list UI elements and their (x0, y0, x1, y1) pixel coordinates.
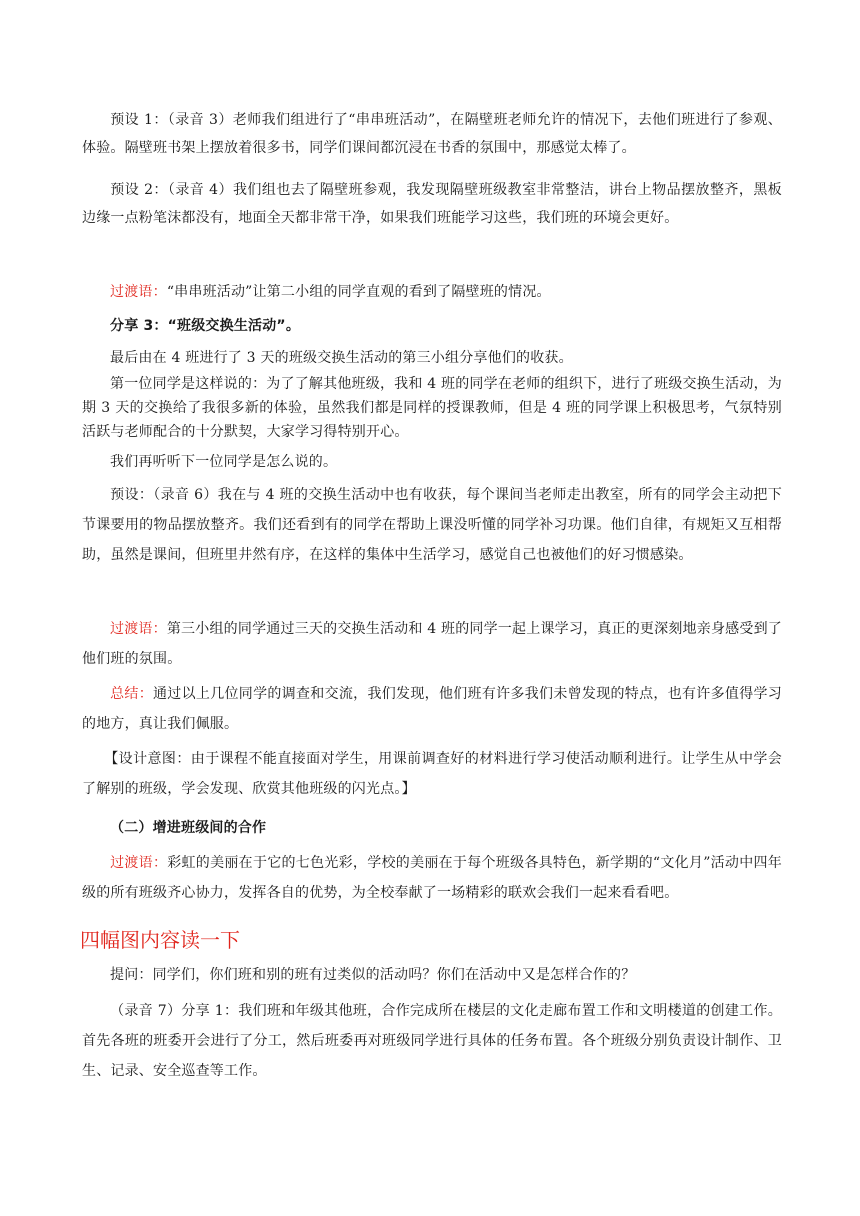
section-2-text: （二）增进班级间的合作 (110, 820, 267, 836)
red-heading: 四幅图内容读一下 (80, 928, 240, 952)
share-3-text: 分享 3：“班级交换生活动”。 (110, 318, 301, 334)
section-2-heading (82, 814, 782, 842)
recording-7-text: （录音 7）分享 1：我们班和年级其他班，合作完成所在楼层的文化走廊布置工作和文明楼道的创建工作。首先各班的班委开会进行了分工，然后班委再对班级同学进行具体的任务布置。各个班级分别负责设计制作、卫生、记录、安全巡查等工作。 (82, 1003, 782, 1079)
recording-7-paragraph (82, 996, 782, 1086)
share-3-heading (82, 312, 782, 340)
transition-label: 过渡语： (110, 284, 167, 300)
student-1-paragraph (82, 372, 782, 444)
summary (82, 679, 782, 739)
design-intent-text: 【设计意图：由于课程不能直接面对学生，用课前调查好的材料进行学习使活动顺利进行。让学生从中学会了解别的班级，学会发现、欣赏其他班级的闪光点。】 (82, 751, 782, 797)
group3-intro (82, 346, 782, 370)
summary-label: 总结： (110, 686, 153, 702)
transition-text: 第三小组的同学通过三天的交换生活动和 4 班的同学一起上课学习，真正的更深刻地亲身感受到了他们班的氛围。 (82, 621, 782, 667)
question-text: 提问：同学们，你们班和别的班有过类似的活动吗？你们在活动中又是怎样合作的？ (110, 967, 636, 983)
transition-1 (82, 278, 782, 306)
transition-2 (82, 614, 782, 674)
student-1-text: 第一位同学是这样说的：为了了解其他班级，我和 4 班的同学在老师的组织下，进行了班级交换生活动，为期 3 天的交换给了我很多新的体验，虽然我们都是同样的授课教师，但是 4 班的同学课上积极思考，气氛特别活跃与老师配合的十分默契，大家学习得特别开心。 (82, 376, 782, 440)
preset-6-text: 预设：（录音 6）我在与 4 班的交换生活动中也有收获，每个课间当老师走出教室，所有的同学会主动把下节课要用的物品摆放整齐。我们还看到有的同学在帮助上课没听懂的同学补习功课。他们自律，有规矩又互相帮助，虽然是课间，但班里井然有序，在这样的集体中生活学习，感觉自己也被他们的好习惯感染。 (82, 487, 782, 563)
transition-label: 过渡语： (110, 855, 168, 871)
preset-2-text: 预设 2：（录音 4）我们组也去了隔壁班参观，我发现隔壁班级教室非常整洁，讲台上物品摆放整齐，黑板边缘一点粉笔沫都没有，地面全天都非常干净，如果我们班能学习这些，我们班的环境会更好。 (82, 182, 782, 226)
summary-text: 通过以上几位同学的调查和交流，我们发现，他们班有许多我们未曾发现的特点，也有许多值得学习的地方，真让我们佩服。 (82, 686, 782, 732)
next-student-text: 我们再听听下一位同学是怎么说的。 (110, 454, 338, 470)
preset-1-text: 预设 1：（录音 3）老师我们组进行了“串串班活动”，在隔壁班老师允许的情况下，去他们班进行了参观、体验。隔壁班书架上摆放着很多书，同学们课间都沉浸在书香的氛围中，那感觉太棒了。 (82, 112, 782, 156)
group3-intro-text: 最后由在 4 班进行了 3 天的班级交换生活动的第三小组分享他们的收获。 (110, 350, 573, 366)
transition-text: “串串班活动”让第二小组的同学直观的看到了隔壁班的情况。 (166, 284, 551, 300)
question (82, 961, 782, 989)
transition-text: 彩虹的美丽在于它的七色光彩，学校的美丽在于每个班级各具特色，新学期的“文化月”活动中四年级的所有班级齐心协力，发挥各自的优势，为全校奉献了一场精彩的联欢会我们一起来看看吧。 (82, 855, 782, 901)
next-student-line (82, 448, 782, 476)
preset-2-paragraph (82, 176, 782, 232)
transition-3 (82, 848, 782, 908)
design-intent (82, 744, 782, 804)
preset-6-paragraph (82, 480, 782, 570)
transition-label: 过渡语： (110, 621, 167, 637)
preset-1-paragraph (82, 106, 782, 162)
